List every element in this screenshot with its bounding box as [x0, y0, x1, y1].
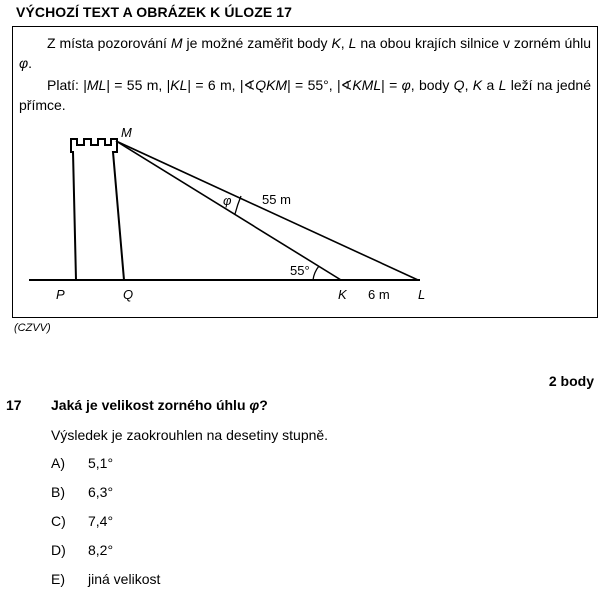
text-run: . [28, 55, 33, 71]
label-M: M [121, 125, 132, 140]
line-MK [116, 141, 341, 280]
section-heading: VÝCHOZÍ TEXT A OBRÁZEK K ÚLOZE 17 [16, 4, 293, 20]
question-subtext: Výsledek je zaokrouhlen na desetiny stupně. [51, 427, 329, 443]
text-run: , [340, 35, 349, 51]
option-text: jiná velikost [88, 571, 161, 587]
text-run: , body [410, 77, 454, 93]
tower-outline [71, 139, 124, 280]
question-text [51, 397, 268, 413]
text-run: | = 55 m, | [106, 77, 171, 93]
var-KML: KML [352, 77, 382, 93]
option-text: 6,3° [88, 484, 114, 500]
var-K: K [472, 77, 483, 93]
var-L: L [498, 77, 507, 93]
option-c[interactable] [51, 513, 251, 533]
var-QKM: QKM [255, 77, 288, 93]
var-phi: φ [401, 77, 411, 93]
text-run: na obou krajích silnice v zorném úhlu [356, 35, 592, 51]
text-run: je možné zaměřit body [182, 35, 332, 51]
label-P: P [56, 287, 65, 302]
line-ML [116, 141, 418, 280]
option-text: 8,2° [88, 542, 114, 558]
text-run: leží na jedné přímce. [19, 77, 591, 113]
label-phi: φ [223, 193, 232, 208]
option-text: 5,1° [88, 455, 114, 471]
option-a[interactable] [51, 455, 251, 475]
option-d[interactable] [51, 542, 251, 562]
source-text-box [12, 26, 598, 318]
option-letter: B) [51, 484, 65, 500]
option-text: 7,4° [88, 513, 114, 529]
angle-arc-phi [235, 196, 241, 214]
var-K: K [331, 35, 341, 51]
label-ML-length: 55 m [262, 192, 291, 207]
option-letter: C) [51, 513, 66, 529]
var-Q: Q [453, 77, 465, 93]
geometry-figure [13, 27, 597, 317]
option-e[interactable] [51, 571, 251, 591]
label-KL-length: 6 m [368, 287, 390, 302]
var-M: M [170, 35, 183, 51]
text-run: | = 6 m, |∢ [187, 77, 256, 93]
var-KL: KL [170, 77, 188, 93]
option-letter: E) [51, 571, 65, 587]
question-number: 17 [6, 397, 22, 413]
var-ML: ML [86, 77, 107, 93]
option-letter: D) [51, 542, 66, 558]
text-run: Z místa pozorování [47, 35, 171, 51]
text-run: Platí: | [47, 77, 87, 93]
var-phi: φ [19, 55, 29, 71]
label-angle-55: 55° [290, 263, 310, 278]
text-run: , [464, 77, 473, 93]
text-run: | = 55°, |∢ [287, 77, 353, 93]
text-run: Jaká je velikost zorného úhlu [51, 397, 250, 413]
label-L: L [418, 287, 426, 302]
var-L: L [348, 35, 357, 51]
text-run: ? [259, 397, 268, 413]
option-letter: A) [51, 455, 65, 471]
option-b[interactable] [51, 484, 251, 504]
var-phi: φ [249, 397, 260, 413]
label-K: K [338, 287, 347, 302]
text-run: | = [381, 77, 402, 93]
text-run: a [482, 77, 499, 93]
source-note: (CZVV) [14, 322, 51, 334]
label-Q: Q [123, 287, 134, 302]
angle-arc-K [313, 266, 319, 280]
points-value: 2 body [548, 373, 594, 389]
